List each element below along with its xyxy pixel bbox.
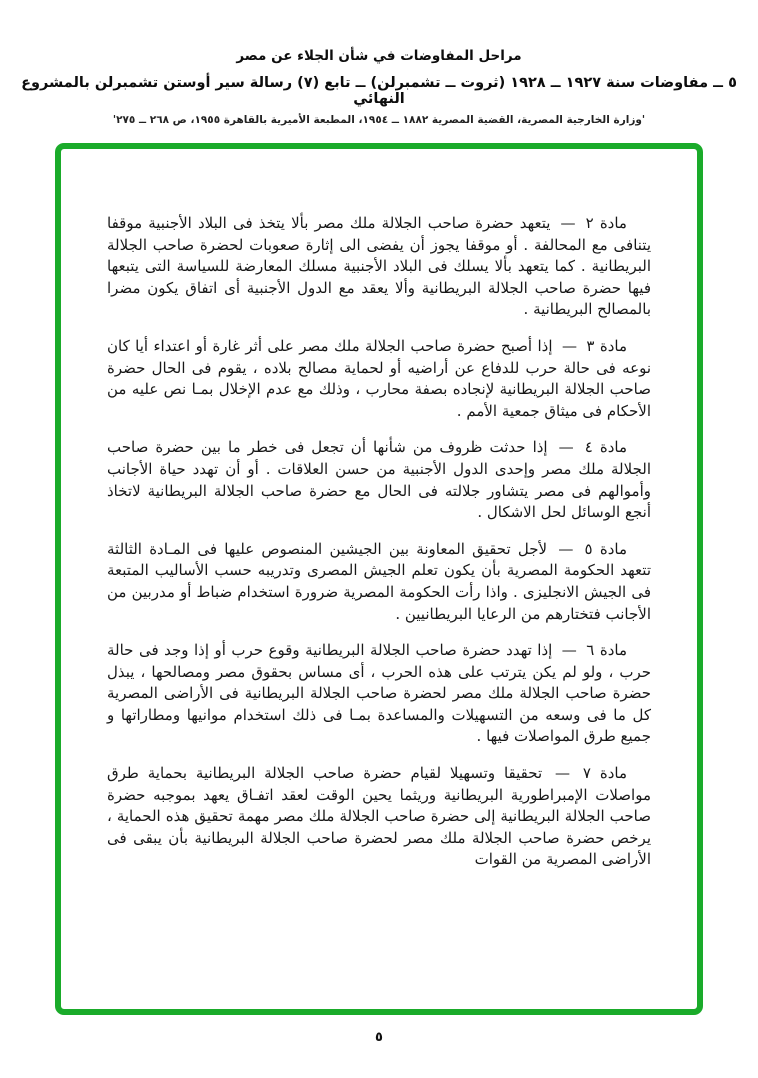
article-label: مادة ٥ [584, 539, 627, 558]
article-label: مادة ٦ [586, 641, 627, 660]
document-subtitle: ٥ ــ مفاوضات سنة ١٩٢٧ ــ ١٩٢٨ (ثروت ــ تشمبرلن) ــ تابع (٧) رسالة سير أوستن تشمبرلن بالمشروع النهائي [21, 75, 737, 107]
page-header [0, 48, 758, 126]
article-paragraph-2 [107, 213, 651, 321]
article-body: إذا تهدد حضرة صاحب الجلالة البريطانية وقوع حرب أو إذا وجد فى حالة حرب ، ولو لم يكن يترتب على هذه الحرب ، أى مساس بحقوق مصر ومصالحها ، يبذل حضرة صاحب الجلالة ملك مصر لحضرة صاحب الجلالة البريطانية فى الأراضى المصرية كل ما فى وسعه من التسهيلات والمساعدة بمـا فى ذلك استخدام موانيها ومطاراتها و جميع طرق المواصلات فيها . [107, 641, 651, 746]
article-paragraph-7 [107, 763, 651, 871]
article-dash: — [560, 214, 576, 232]
document-source-citation: 'وزارة الخارجية المصرية، القضية المصرية ١٨٨٢ ــ ١٩٥٤، المطبعة الأميرية بالقاهرة ١٩٥٥، ص ٢٦٨ ــ ٢٧٥' [112, 114, 646, 126]
article-paragraph-3 [107, 336, 651, 422]
article-dash: — [561, 336, 577, 355]
article-label: مادة ٣ [586, 336, 627, 355]
page-number: ٥ [375, 1030, 383, 1045]
article-paragraph-4 [107, 437, 651, 523]
article-body: تحقيقا وتسهيلا لقيام حضرة صاحب الجلالة البريطانية بحماية طرق مواصلات الإمبراطورية البريطانية وريثما يحين الوقت لعقد اتفـاق يعهد بموجبه حضرة صاحب الجلالة البريطانية إلى حضرة صاحب الجلالة ملك مصر مهمة تحقيق هذه الحماية ، يرخص حضرة صاحب الجلالة ملك مصر لحضرة صاحب الجلالة البريطانية بأن يبقى فى الأراضى المصرية من القوات [107, 764, 651, 869]
page-footer [0, 1026, 758, 1045]
article-dash: — [558, 438, 574, 457]
article-dash: — [558, 539, 574, 558]
article-paragraph-5 [107, 539, 651, 625]
article-dash: — [561, 641, 577, 660]
document-title: مراحل المفاوضات في شأن الجلاء عن مصر [236, 48, 522, 64]
article-label: مادة ٧ [582, 764, 627, 783]
scan-frame [55, 143, 703, 1015]
article-body: إذا حدثت ظروف من شأنها أن تجعل فى خطر ما بين حضرة صاحب الجلالة ملك مصر وإحدى الدول الأجنبية من حسن العلاقات . أو أن تهدد حياة الأجانب وأموالهم فى مصر يتشاور جلالته فى الحال مع حضرة صاحب الجلالة البريطانية لاتخاذ أنجع الوسائل لحل الاشكال . [107, 438, 651, 522]
article-label: مادة ٤ [584, 438, 627, 457]
article-label: مادة ٢ [585, 214, 627, 232]
scan-content [61, 149, 697, 871]
article-body: لأجل تحقيق المعاونة بين الجيشين المنصوص عليها فى المـادة الثالثة تتعهد الحكومة المصرية بأن يكون تعلم الجيش المصرى وتدريبه حسب الأساليب المتبعة فى الجيش الانجليزى . واذا رأت الحكومة المصرية ضرورة استخدام ضباط أو مدربين من الأجانب فتختارهم من الرعايا البريطانيين . [107, 539, 651, 623]
article-body: يتعهد حضرة صاحب الجلالة ملك مصر بألا يتخذ فى البلاد الأجنبية موقفا يتنافى مع المحالفة . أو موقفا يجوز أن يفضى الى إثارة صعوبات لحضرة صاحب الجلالة البريطانية . كما يتعهد بألا يسلك فى البلاد الأجنبية مسلك المعارضة للسياسة التى يتبعها فيها حضرة صاحب الجلالة البريطانية وألا يعقد مع الدول الأجنبية أى اتفاق يكون مضرا بالمصالح البريطانية . [107, 214, 651, 319]
article-paragraph-6 [107, 640, 651, 748]
article-dash: — [555, 764, 571, 783]
article-body: إذا أصبح حضرة صاحب الجلالة ملك مصر على أثر غارة أو اعتداء أيا كان نوعه فى حالة حرب للدفاع عن أراضيه أو لحماية مصالح بلاده ، يقوم فى الحال حضرة صاحب الجلالة البريطانية لإنجاده بصفة محارب ، وذلك مع عدم الإخلال بمـا نص عليه من الأحكام فى ميثاق جمعية الأمم . [107, 336, 651, 420]
